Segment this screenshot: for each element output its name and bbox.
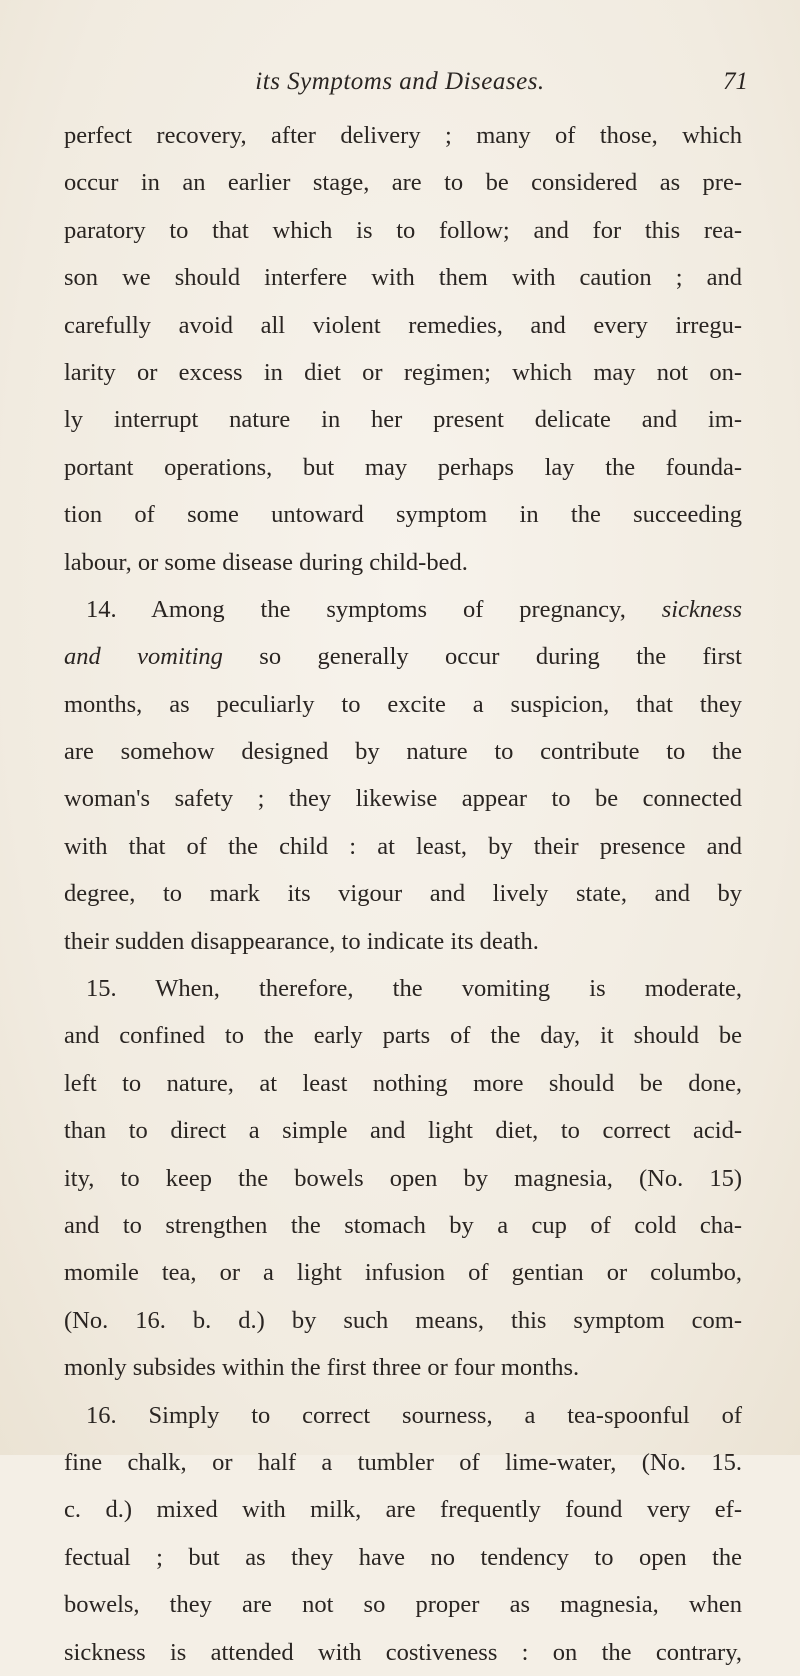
text-line: degree, to mark its vigour and lively state, and by — [64, 880, 742, 908]
text-line: larity or excess in diet or regimen; which may not on- — [64, 358, 742, 386]
running-head: its Symptoms and Diseases. — [255, 68, 545, 95]
text-line: and to strengthen the stomach by a cup of cold cha- — [64, 1211, 742, 1239]
page-number: 71 — [723, 68, 748, 95]
text-line: fine chalk, or half a tumbler of lime-water, (No. 15. — [64, 1448, 742, 1476]
body-text — [64, 112, 742, 1676]
page-header — [0, 66, 800, 102]
text-line: paratory to that which is to follow; and for this rea- — [64, 216, 742, 244]
text-line: c. d.) mixed with milk, are frequently found very ef- — [64, 1496, 742, 1524]
text-line: with that of the child : at least, by their presence and — [64, 832, 742, 860]
paragraph-14-line — [64, 586, 742, 633]
paragraph-14-line — [64, 633, 742, 680]
text-line: are somehow designed by nature to contribute to the — [64, 738, 742, 766]
text-line: occur in an earlier stage, are to be considered as pre- — [64, 169, 742, 197]
text-line: monly subsides within the first three or four months. — [64, 1354, 580, 1382]
text-line: ly interrupt nature in her present delicate and im- — [64, 406, 742, 434]
italic-term: and vomiting — [64, 643, 223, 671]
text-line: son we should interfere with them with caution ; and — [64, 264, 742, 292]
text-line: than to direct a simple and light diet, to correct acid- — [64, 1117, 742, 1145]
text-line: tion of some untoward symptom in the succeeding — [64, 501, 742, 529]
text-line: carefully avoid all violent remedies, and every irregu- — [64, 311, 742, 339]
text-fragment: so generally occur during the first — [222, 643, 742, 671]
text-line: fectual ; but as they have no tendency to open the — [64, 1543, 742, 1571]
text-line: their sudden disappearance, to indicate its death. — [64, 927, 539, 955]
text-line: woman's safety ; they likewise appear to be connected — [64, 785, 742, 813]
text-line: perfect recovery, after delivery ; many of those, which — [64, 122, 742, 149]
text-line: bowels, they are not so proper as magnesia, when — [64, 1591, 742, 1619]
text-line: sickness is attended with costiveness : on the contrary, — [64, 1638, 742, 1666]
text-line: ity, to keep the bowels open by magnesia, (No. 15) — [64, 1164, 742, 1192]
text-line: left to nature, at least nothing more should be done, — [64, 1069, 742, 1097]
text-line: labour, or some disease during child-bed. — [64, 548, 468, 576]
italic-term: sickness — [661, 595, 742, 623]
text-line: momile tea, or a light infusion of gentian or columbo, — [64, 1259, 742, 1287]
text-line: (No. 16. b. d.) by such means, this symptom com- — [64, 1306, 742, 1334]
text-line: portant operations, but may perhaps lay the founda- — [64, 453, 742, 481]
text-line: months, as peculiarly to excite a suspicion, that they — [64, 690, 742, 718]
text-line: and confined to the early parts of the day, it should be — [64, 1022, 742, 1050]
paragraph-16-line: 16. Simply to correct sourness, a tea-spoonful of — [86, 1401, 742, 1429]
paragraph-15-line: 15. When, therefore, the vomiting is moderate, — [86, 975, 742, 1003]
text-fragment: 14. Among the symptoms of pregnancy, — [86, 595, 662, 623]
